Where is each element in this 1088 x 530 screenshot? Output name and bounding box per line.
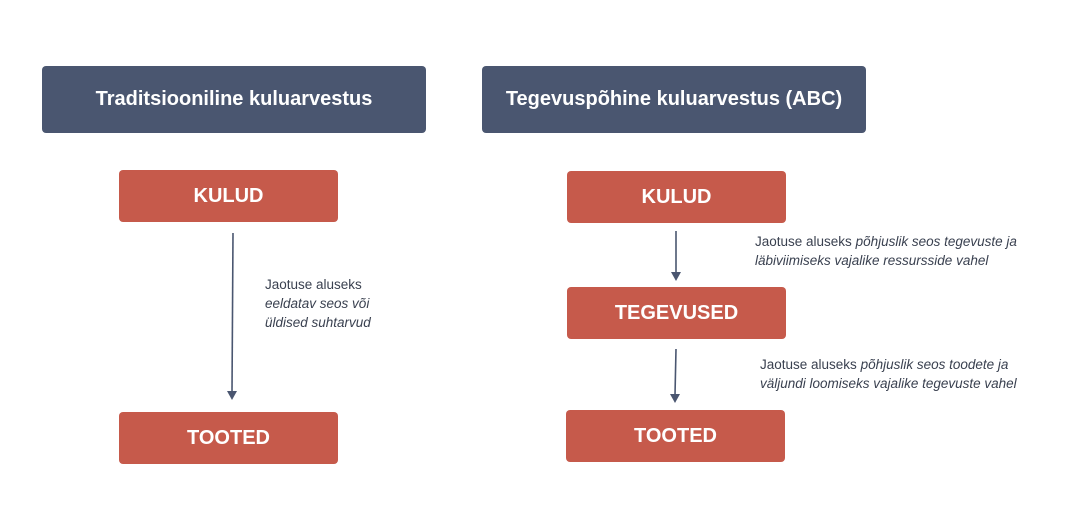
right-note2-line2: väljundi loomiseks vajalike tegevuste vahel: [760, 376, 1017, 391]
right-note1-line2: läbiviimiseks vajalike ressursside vahel: [755, 253, 989, 268]
header-traditional-costing: Traditsiooniline kuluarvestus: [42, 66, 426, 133]
left-note-line2: eeldatav seos või: [265, 296, 370, 311]
right-arrow-activities-to-products: [670, 349, 680, 403]
right-box-products: TOOTED: [566, 410, 785, 462]
left-arrowhead: [227, 391, 237, 400]
header-activity-based-costing: Tegevuspõhine kuluarvestus (ABC): [482, 66, 866, 133]
left-box-products: TOOTED: [119, 412, 338, 464]
right-note1-line1: põhjuslik seos tegevuste ja: [855, 234, 1017, 249]
right-note2-prefix: Jaotuse aluseks: [760, 357, 861, 372]
left-note-line1: Jaotuse aluseks: [265, 277, 362, 292]
right-arrowhead-1: [671, 272, 681, 281]
right-box-costs: KULUD: [567, 171, 786, 223]
right-note2-line1: põhjuslik seos toodete ja: [860, 357, 1009, 372]
left-arrow-costs-to-products: [227, 233, 237, 400]
left-box-costs: KULUD: [119, 170, 338, 222]
left-note-line3: üldised suhtarvud: [265, 315, 371, 330]
right-box-activities: TEGEVUSED: [567, 287, 786, 339]
right-note1-prefix: Jaotuse aluseks: [755, 234, 856, 249]
right-arrow-costs-to-activities: [671, 231, 681, 281]
right-arrowhead-2: [670, 394, 680, 403]
